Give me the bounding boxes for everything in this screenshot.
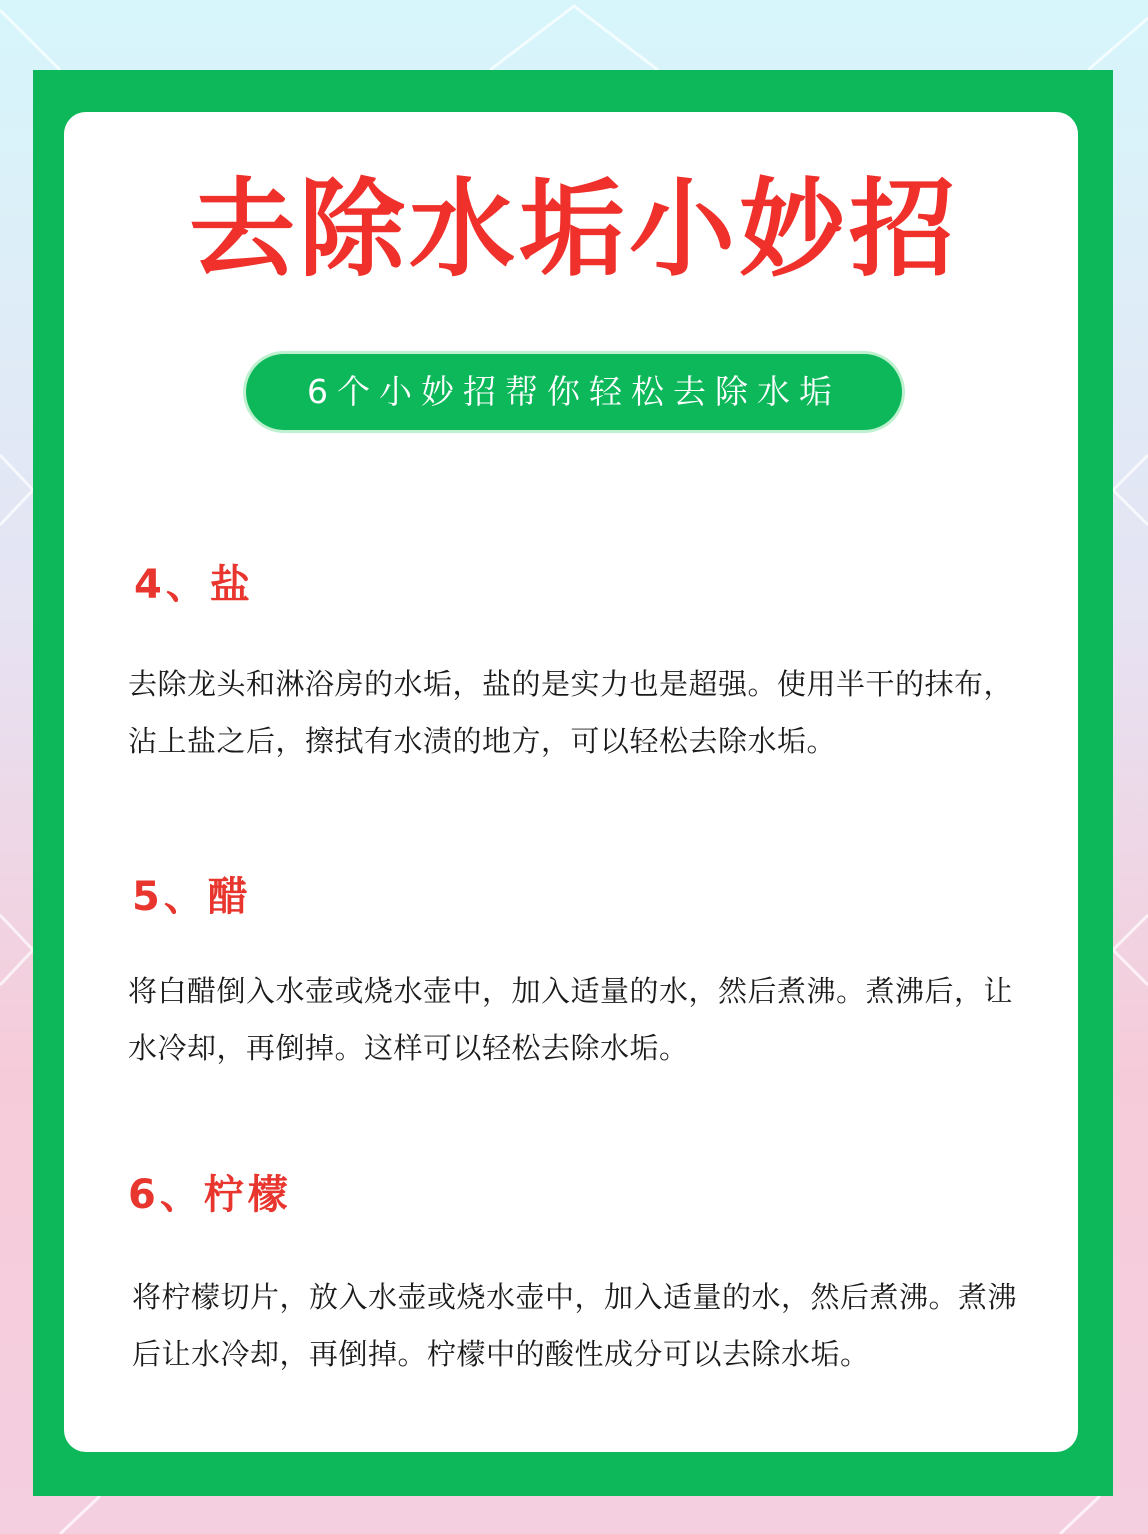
section-body-salt: 去除龙头和淋浴房的水垢，盐的是实力也是超强。使用半干的抹布，沾上盐之后，擦拭有水渍的地方，可以轻松去除水垢。 [128, 667, 1014, 758]
section-heading-salt: 4、盐 [134, 562, 254, 608]
section-heading-lemon: 6、柠檬 [128, 1172, 292, 1218]
subtitle-badge: 6个小妙招帮你轻松去除水垢 [246, 354, 902, 430]
content-card [64, 112, 1078, 1452]
section-body-lemon: 将柠檬切片，放入水壶或烧水壶中，加入适量的水，然后煮沸。煮沸后让水冷却，再倒掉。柠檬中的酸性成分可以去除水垢。 [132, 1280, 1018, 1371]
section-heading-vinegar: 5、醋 [132, 874, 252, 920]
page-title: 去除水垢小妙招 [189, 168, 959, 291]
section-body-vinegar: 将白醋倒入水壶或烧水壶中，加入适量的水，然后煮沸。煮沸后，让水冷却，再倒掉。这样可以轻松去除水垢。 [128, 974, 1014, 1065]
